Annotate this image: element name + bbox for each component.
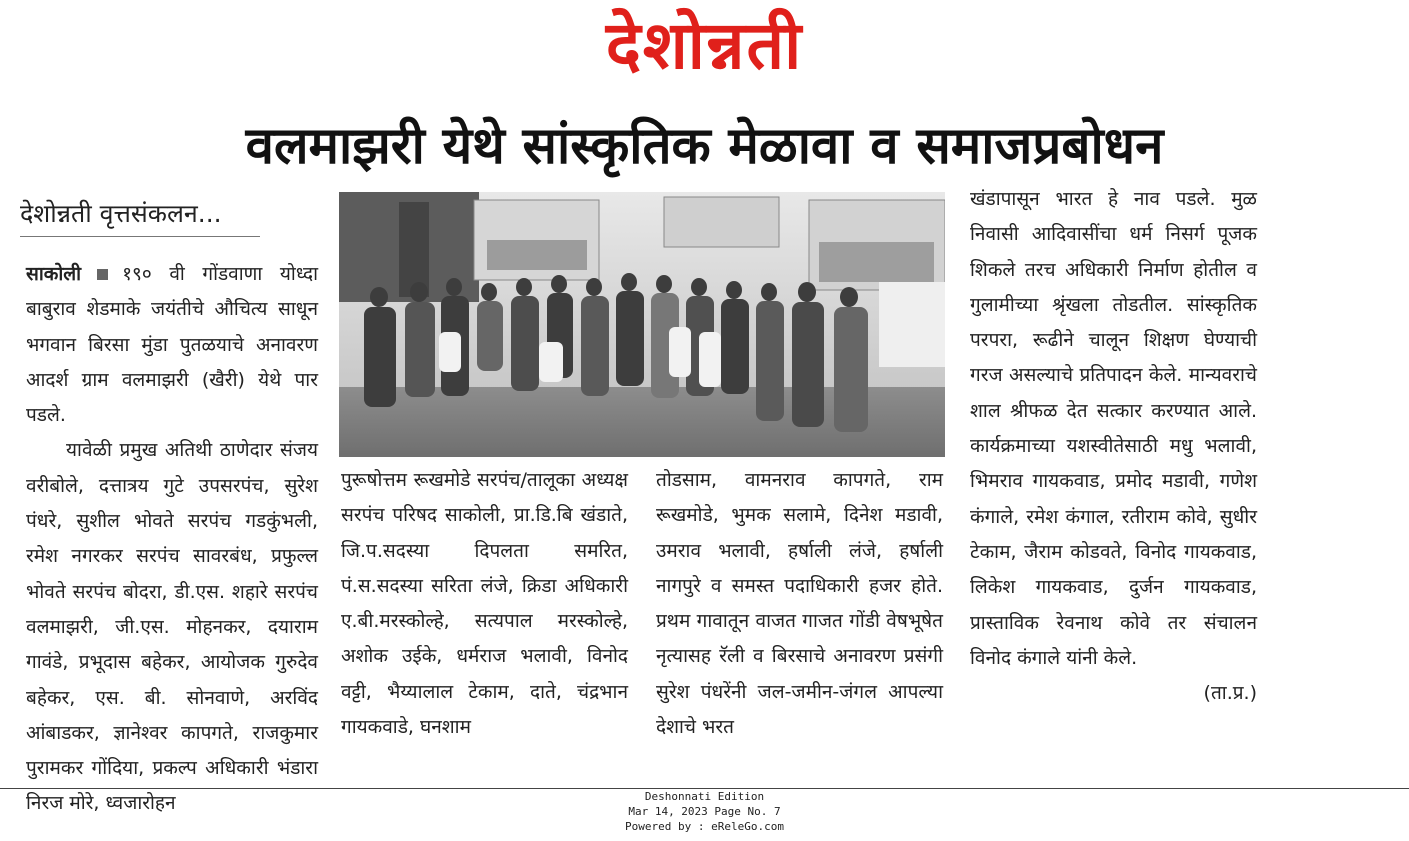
- byline: देशोन्नती वृत्तसंकलन...: [20, 194, 260, 237]
- article-headline: वलमाझरी येथे सांस्कृतिक मेळावा व समाजप्रबोधन: [245, 117, 1164, 176]
- reporter-signoff: (ता.प्र.): [1203, 682, 1257, 705]
- column-1-paragraph-1: १९० वी गोंडवाणा योध्दा बाबुराव शेडमाके जयंतीचे औचित्य साधून भगवान बिरसा मुंडा पुतळयाचे अनावरण आदर्श ग्राम वलमाझरी (खैरी) येथे पार पडले.: [26, 263, 318, 427]
- article-column-3: तोडसाम, वामनराव कापगते, राम रूखमोडे, भुमक सलामे, दिनेश मडावी, उमराव भलावी, हर्षाली लंजे, हर्षाली नागपुरे व समस्त पदाधिकारी हजर होते. प्रथम गावातून वाजत गाजत गोंडी वेषभूषेत नृत्यासह रॅली व बिरसाचे अनावरण प्रसंगी सुरेश पंधरेंनी जल-जमीन-जंगल आपल्या देशाचे भरत: [656, 469, 943, 739]
- event-photo: [339, 192, 945, 457]
- footer-date: Mar 14, 2023 Page No. 7: [628, 805, 781, 818]
- footer: [0, 789, 1409, 834]
- column-4-text: खंडापासून भारत हे नाव पडले. मुळ निवासी आदिवासींचा धर्म निसर्ग पूजक शिकले तरच अधिकारी निर्माण होतील व गुलामीच्या श्रृंखला तोडतील. सांस्कृतिक परपरा, रूढीने चालून शिक्षण घेण्याची गरज असल्याचे प्रतिपादन केले. मान्यवराचे शाल श्रीफळ देत सत्कार करण्यात आले. कार्यक्रमाच्या यशस्वीतेसाठी मधु भलावी, भिमराव गायकवाड, प्रमोद मडावी, गणेश कंगाले, रमेश कंगाल, रतीराम कोवे, सुधीर टेकाम, जैराम कोडवते, विनोद गायकवाड, लिकेश गायकवाड, दुर्जन गायकवाड, प्रास्ताविक रेवनाथ कोवे तर संचालन विनोद कंगाले यांनी केले.: [970, 188, 1257, 669]
- bullet-separator: [97, 269, 108, 280]
- article-column-2: पुरूषोत्तम रूखमोडे सरपंच/तालूका अध्यक्ष सरपंच परिषद साकोली, प्रा.डि.बि खंडाते, जि.प.सदस्या दिपलता समरित, पं.स.सदस्या सरिता लंजे, क्रिडा अधिकारी ए.बी.मरस्कोल्हे, सत्यपाल मरस्कोल्हे, अशोक उईके, धर्मराज भलावी, विनोद वट्टी, भैय्यालाल टेकाम, दाते, चंद्रभान गायकवाडे, घनशाम: [341, 469, 628, 739]
- footer-edition: Deshonnati Edition: [644, 790, 765, 803]
- column-1-paragraph-2: यावेळी प्रमुख अतिथी ठाणेदार संजय वरीबोले, दत्तात्रय गुटे उपसरपंच, सुरेश पंधरे, सुशील भोवते सरपंच गडकुंभली, रमेश नगरकर सरपंच सावरबंध, प्रफुल्ल भोवते सरपंच बोदरा, डी.एस. शहारे सरपंच वलमाझरी, जी.एस. मोहनकर, दयाराम गावंडे, प्रभूदास बहेकर, आयोजक गुरुदेव बहेकर, एस. बी. सोनवाणे, अरविंद आंबाडकर, ज्ञानेश्वर कापगते, राजकुमार पुरामकर गोंदिया, प्रकल्प अधिकारी भंडारा निरज मोरे, ध्वजारोहन: [26, 439, 318, 815]
- article-column-4: [970, 182, 1257, 711]
- dateline: साकोली: [26, 263, 82, 285]
- footer-powered-by: Powered by : eReleGo.com: [625, 820, 784, 833]
- masthead-logo: देशोन्नती: [605, 7, 804, 84]
- article-column-1: [26, 257, 318, 822]
